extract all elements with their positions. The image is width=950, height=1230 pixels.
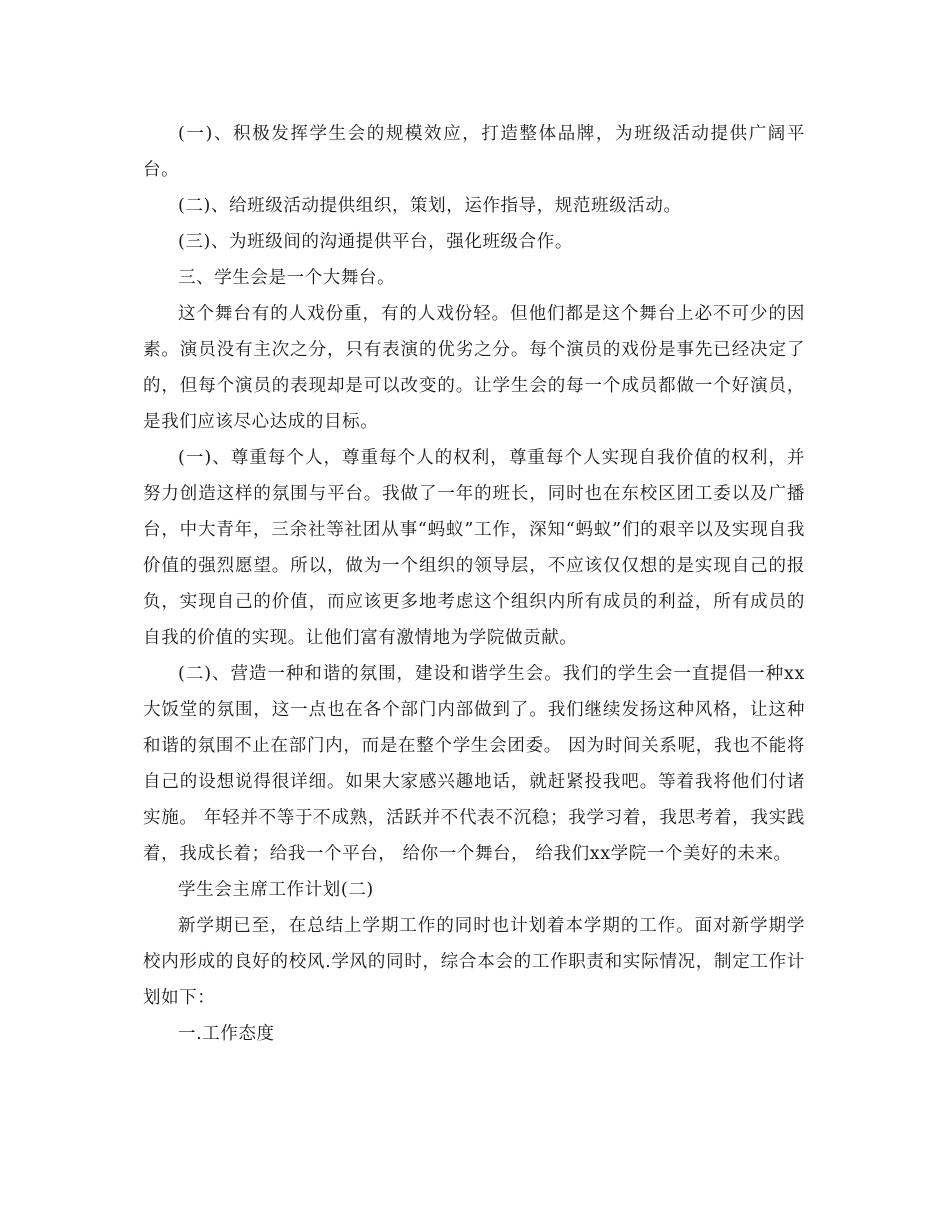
paragraph: (三)、为班级间的沟通提供平台，强化班级合作。 xyxy=(178,232,573,252)
section-heading: 一.工作态度 xyxy=(178,1024,275,1044)
paragraph: (一)、积极发挥学生会的规模效应，打造整体品牌，为班级活动提供广阔平台。 xyxy=(143,124,805,180)
document-body xyxy=(143,116,805,1052)
section-heading: 三、学生会是一个大舞台。 xyxy=(178,268,396,288)
paragraph: (二)、营造一种和谐的氛围，建设和谐学生会。我们的学生会一直提倡一种xx大饭堂的氛围，这一点也在各个部门内部做到了。我们继续发扬这种风格，让这种和谐的氛围不止在部门内，而是在整个学生会团委。 因为时间关系呢，我也不能将自己的设想说得很详细。如果大家感兴趣地话，就赶紧投我吧。等着我将他们付诸实施。 年轻并不等于不成熟，活跃并不代表不沉稳；我学习着，我思考着，我实践着，我成长着；给我一个平台， 给你一个舞台， 给我们xx学院一个美好的未来。 xyxy=(143,664,805,864)
paragraph: (一)、尊重每个人，尊重每个人的权利，尊重每个人实现自我价值的权利，并努力创造这样的氛围与平台。我做了一年的班长，同时也在东校区团工委以及广播台，中大青年，三余社等社团从事“蚂蚁”工作，深知“蚂蚁”们的艰辛以及实现自我价值的强烈愿望。所以，做为一个组织的领导层，不应该仅仅想的是实现自己的报负，实现自己的价值，而应该更多地考虑这个组织内所有成员的利益，所有成员的自我的价值的实现。让他们富有激情地为学院做贡献。 xyxy=(143,448,805,648)
paragraph: 新学期已至，在总结上学期工作的同时也计划着本学期的工作。面对新学期学校内形成的良好的校风.学风的同时，综合本会的工作职责和实际情况，制定工作计划如下： xyxy=(143,916,805,1008)
paragraph: (二)、给班级活动提供组织，策划，运作指导，规范班级活动。 xyxy=(178,196,682,216)
paragraph: 这个舞台有的人戏份重，有的人戏份轻。但他们都是这个舞台上必不可少的因素。演员没有主次之分，只有表演的优劣之分。每个演员的戏份是事先已经决定了的，但每个演员的表现却是可以改变的。让学生会的每一个成员都做一个好演员，是我们应该尽心达成的目标。 xyxy=(143,304,805,432)
document-title: 学生会主席工作计划(二) xyxy=(178,880,374,900)
